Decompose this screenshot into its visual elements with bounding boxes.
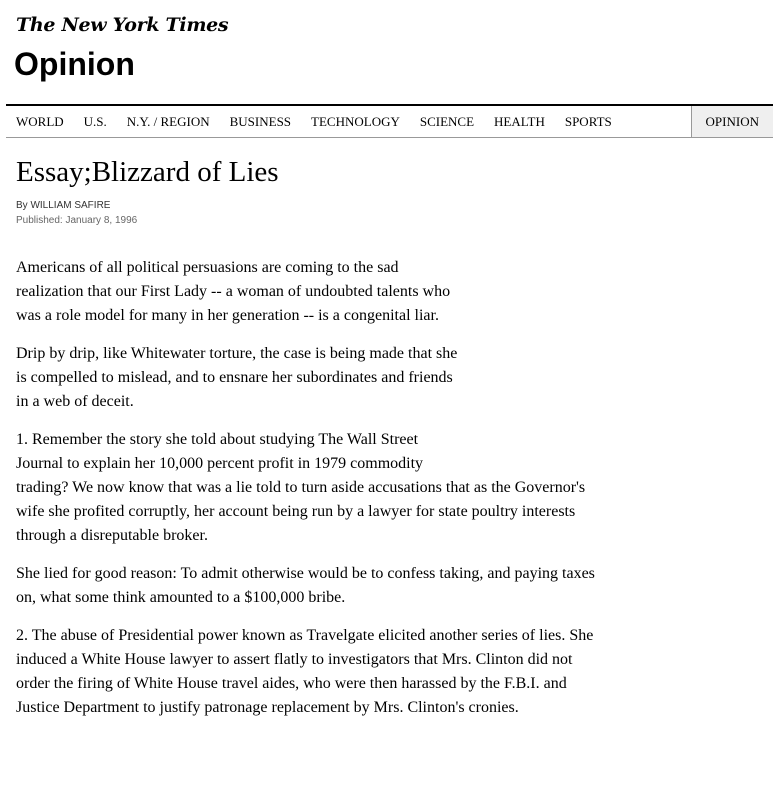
article-byline: By WILLIAM SAFIRE: [16, 200, 111, 211]
paragraph-line: trading? We now know that was a lie told to turn aside accusations that as the Governor's: [16, 479, 586, 496]
paragraph-line: She lied for good reason: To admit otherwise would be to confess taking, and paying taxes: [16, 565, 595, 582]
article-paragraph: [16, 342, 768, 414]
paragraph-line: realization that our First Lady -- a woman of undoubted talents who: [16, 283, 451, 300]
article-paragraph: [16, 562, 768, 610]
article-published-date: Published: January 8, 1996: [16, 215, 138, 226]
nav-item-ny-region[interactable]: N.Y. / REGION: [126, 113, 210, 129]
paragraph-line: through a disreputable broker.: [16, 527, 208, 544]
paragraph-line: Journal to explain her 10,000 percent profit in 1979 commodity: [16, 455, 424, 472]
paragraph-line: Drip by drip, like Whitewater torture, the case is being made that she: [16, 345, 458, 362]
nav-item-us[interactable]: U.S.: [83, 113, 107, 129]
paragraph-line: was a role model for many in her generation -- is a congenital liar.: [16, 307, 439, 324]
nav-item-science[interactable]: SCIENCE: [419, 113, 475, 129]
article-headline: Essay;Blizzard of Lies: [16, 156, 279, 188]
paragraph-line: wife she profited corruptly, her account being run by a lawyer for state poultry interests: [16, 503, 576, 520]
paragraph-line: 2. The abuse of Presidential power known as Travelgate elicited another series of lies. She: [16, 627, 594, 644]
nav-item-world[interactable]: WORLD: [16, 113, 64, 129]
nyt-logo[interactable]: The New York Times: [16, 14, 229, 36]
section-nav: [6, 104, 773, 138]
paragraph-line: Justice Department to justify patronage replacement by Mrs. Clinton's cronies.: [16, 699, 519, 716]
paragraph-line: in a web of deceit.: [16, 393, 134, 410]
article-paragraph: [16, 428, 768, 548]
paragraph-line: on, what some think amounted to a $100,000 bribe.: [16, 589, 346, 606]
section-title[interactable]: Opinion: [14, 46, 135, 82]
nav-item-opinion[interactable]: OPINION: [691, 106, 773, 137]
nav-item-sports[interactable]: SPORTS: [564, 113, 612, 129]
article-body: [16, 256, 768, 734]
paragraph-line: Americans of all political persuasions are coming to the sad: [16, 259, 399, 276]
nav-item-technology[interactable]: TECHNOLOGY: [311, 113, 400, 129]
paragraph-line: is compelled to mislead, and to ensnare her subordinates and friends: [16, 369, 453, 386]
paragraph-line: induced a White House lawyer to assert flatly to investigators that Mrs. Clinton did not: [16, 651, 573, 668]
article-paragraph: [16, 624, 768, 720]
nav-item-business[interactable]: BUSINESS: [229, 113, 292, 129]
article-paragraph: [16, 256, 768, 328]
paragraph-line: order the firing of White House travel aides, who were then harassed by the F.B.I. and: [16, 675, 567, 692]
paragraph-line: 1. Remember the story she told about studying The Wall Street: [16, 431, 419, 448]
nav-item-health[interactable]: HEALTH: [494, 113, 545, 129]
